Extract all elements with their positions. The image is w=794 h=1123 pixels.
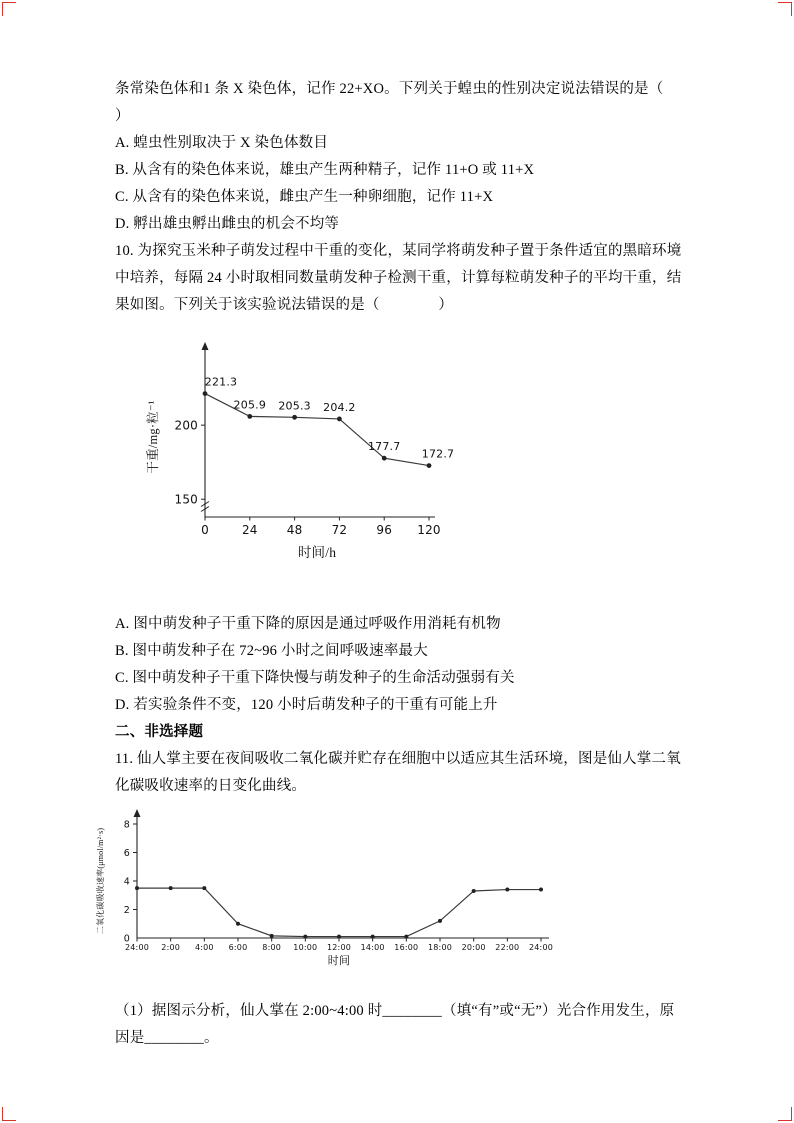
svg-text:177.7: 177.7 (367, 440, 401, 454)
svg-text:205.9: 205.9 (233, 398, 267, 412)
q11-stem: 11. 仙人掌主要在夜间吸收二氧化碳并贮存在细胞中以适应其生活环境，图是仙人掌二氧化碳吸收速率的日变化曲线。 (115, 751, 681, 794)
svg-text:48: 48 (286, 523, 303, 537)
svg-text:14:00: 14:00 (360, 943, 385, 952)
svg-text:172.7: 172.7 (421, 447, 455, 461)
q9-stem-line1: 条常染色体和1 条 X 染色体，记作 22+XO。下列关于蝗虫的性别决定说法错误的是（ (115, 81, 664, 97)
svg-text:72: 72 (331, 523, 348, 537)
svg-text:16:00: 16:00 (394, 943, 419, 952)
svg-text:6:00: 6:00 (228, 943, 248, 952)
svg-text:2:00: 2:00 (161, 943, 181, 952)
svg-text:24:00: 24:00 (124, 943, 150, 952)
q9-option-d: D. 孵出雄虫孵出雌虫的机会不均等 (115, 216, 340, 232)
svg-text:150: 150 (174, 492, 198, 507)
svg-text:18:00: 18:00 (427, 943, 453, 952)
svg-text:0: 0 (201, 523, 209, 537)
q11-co2-absorption-chart (91, 808, 682, 978)
svg-text:205.3: 205.3 (278, 399, 311, 413)
crop-mark-bottom-right (778, 1107, 792, 1121)
svg-text:4: 4 (123, 876, 130, 888)
svg-text:221.3: 221.3 (204, 375, 238, 389)
svg-text:20:00: 20:00 (461, 943, 486, 952)
svg-text:6: 6 (123, 847, 130, 859)
svg-text:8: 8 (123, 819, 130, 831)
q10-option-d: D. 若实验条件不变，120 小时后萌发种子的干重有可能上升 (115, 697, 498, 713)
q10-option-b: B. 图中萌发种子在 72~96 小时之间呼吸速率最大 (115, 643, 428, 659)
crop-mark-top-right (778, 2, 792, 16)
crop-mark-bottom-left (2, 1107, 16, 1121)
q9-option-c: C. 从含有的染色体来说，雌虫产生一种卵细胞，记作 11+X (115, 189, 494, 205)
svg-text:二氧化碳吸收速率(μmol/m²·s): 二氧化碳吸收速率(μmol/m²·s) (96, 827, 105, 935)
svg-text:0: 0 (123, 933, 130, 945)
svg-text:24: 24 (241, 523, 258, 537)
svg-text:96: 96 (376, 523, 393, 537)
svg-text:200: 200 (174, 418, 198, 433)
q9-option-b: B. 从含有的染色体来说，雄虫产生两种精子，记作 11+O 或 11+X (115, 162, 535, 178)
svg-text:干重/mg·粒⁻¹: 干重/mg·粒⁻¹ (146, 400, 160, 474)
svg-text:120: 120 (417, 523, 441, 537)
q10-option-c: C. 图中萌发种子干重下降快慢与萌发种子的生命活动强弱有关 (115, 670, 515, 686)
q10-dry-weight-chart (137, 331, 682, 571)
svg-text:10:00: 10:00 (293, 943, 318, 952)
section2-header: 二、非选择题 (115, 724, 204, 740)
q9-option-a: A. 蝗虫性别取决于 X 染色体数目 (115, 135, 329, 151)
svg-text:8:00: 8:00 (262, 943, 282, 952)
svg-text:时间/h: 时间/h (297, 545, 337, 560)
dry-weight-line-chart-svg (137, 331, 467, 571)
svg-text:204.2: 204.2 (323, 400, 356, 414)
q11-sub-question-1: （1）据图示分析，仙人掌在 2:00~4:00 时________（填“有”或“无”）光合作用发生，原因是________。 (115, 1003, 675, 1046)
page-content (96, 76, 682, 1052)
crop-mark-top-left (2, 2, 16, 16)
svg-text:4:00: 4:00 (194, 943, 214, 952)
co2-absorption-line-chart-svg (91, 808, 561, 978)
q9-stem-line2: ） (115, 108, 130, 124)
svg-text:22:00: 22:00 (495, 943, 520, 952)
svg-text:24:00: 24:00 (528, 943, 554, 952)
svg-text:时间: 时间 (327, 955, 351, 967)
q10-option-a: A. 图中萌发种子干重下降的原因是通过呼吸作用消耗有机物 (115, 616, 501, 632)
svg-text:12:00: 12:00 (326, 943, 352, 952)
svg-text:2: 2 (123, 904, 130, 916)
q10-stem: 10. 为探究玉米种子萌发过程中干重的变化，某同学将萌发种子置于条件适宜的黑暗环境中培养，每隔 24 小时取相同数量萌发种子检测干重，计算每粒萌发种子的平均干重，结果如图。下列关于该实验说法错误的是（ ） (115, 243, 682, 313)
